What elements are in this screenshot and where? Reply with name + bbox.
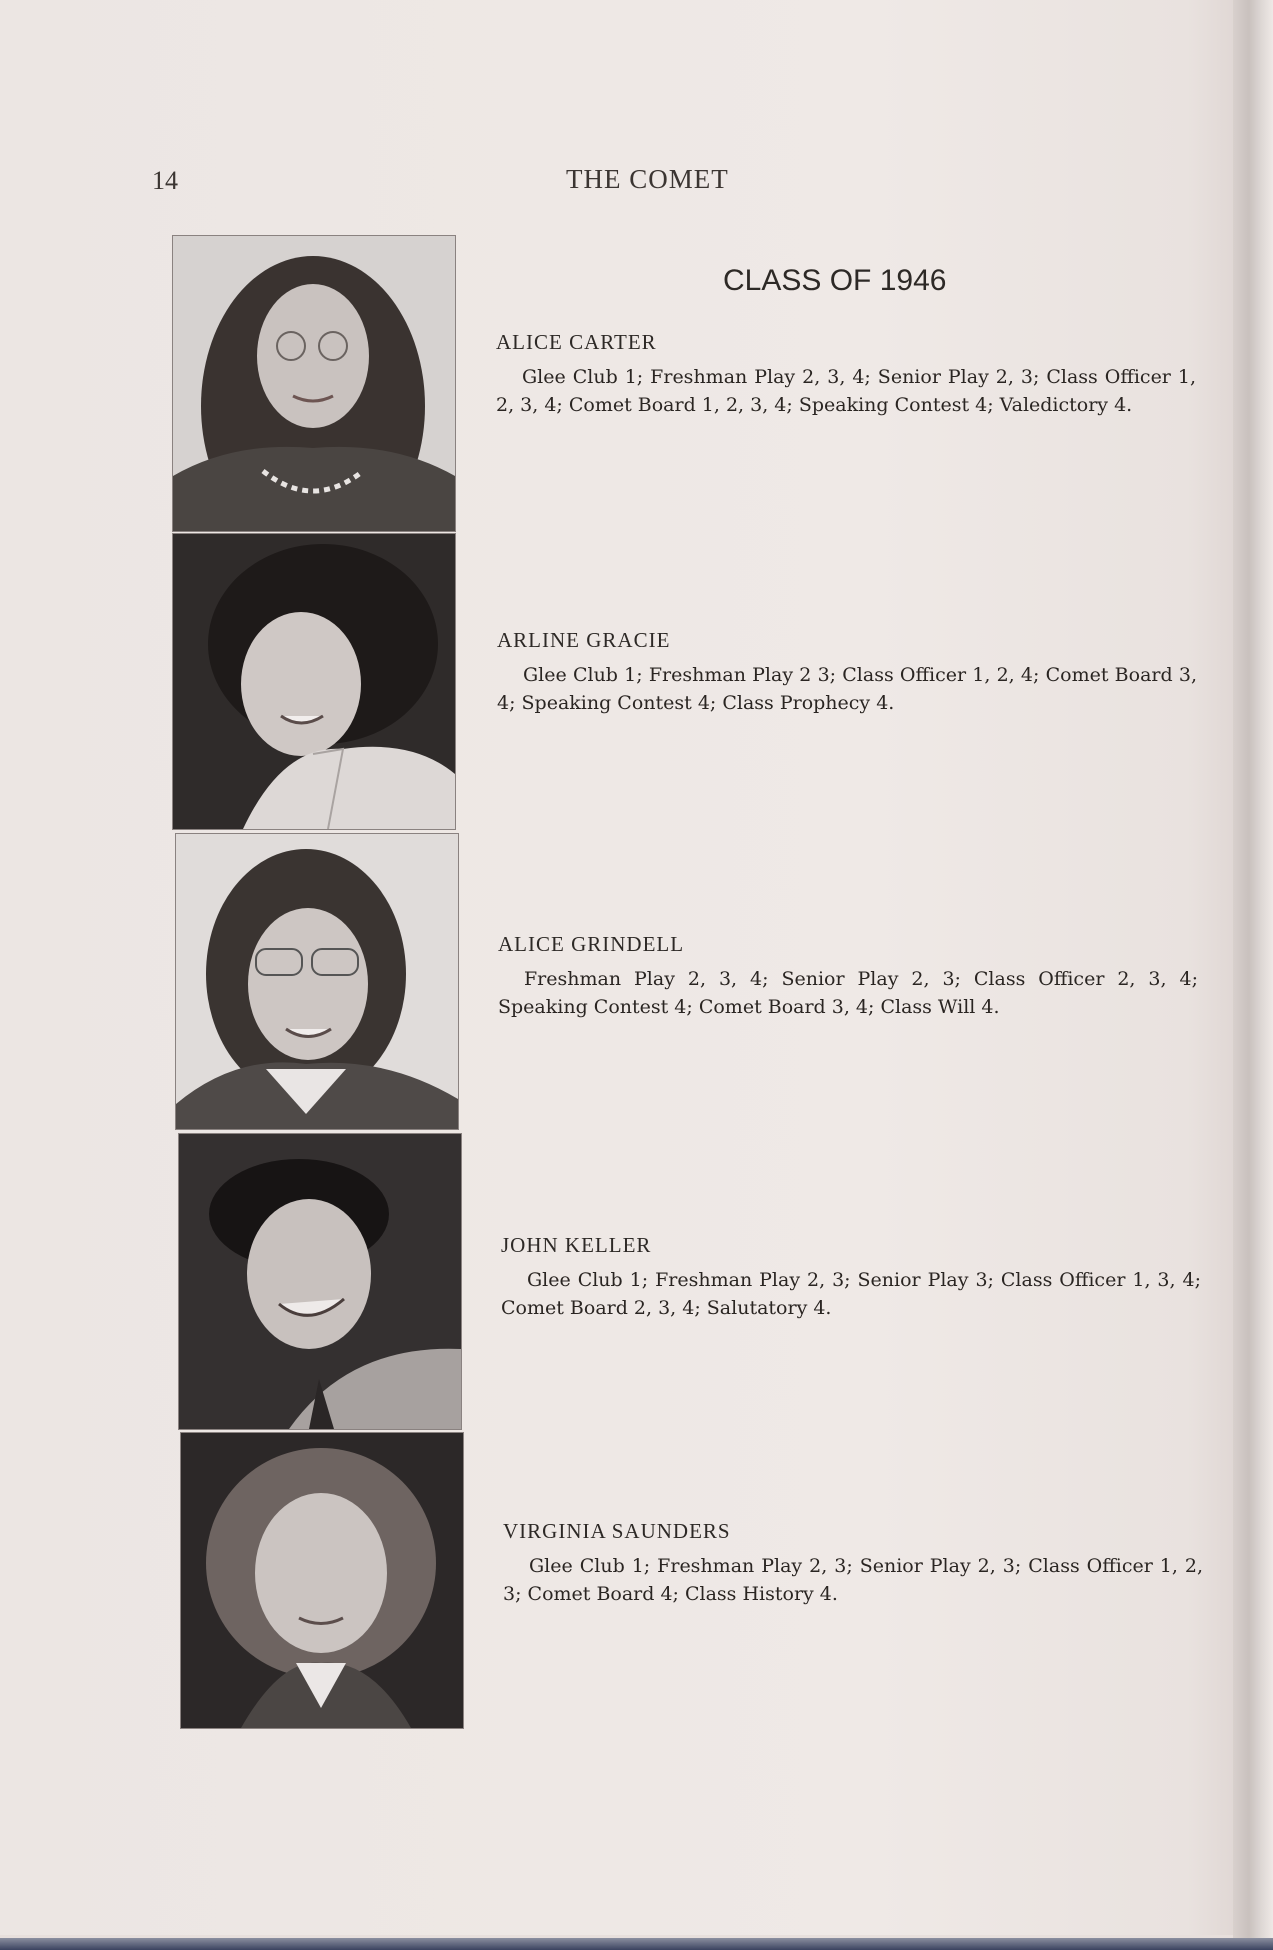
page-bottom-edge bbox=[0, 1938, 1273, 1950]
senior-portrait bbox=[172, 533, 456, 830]
senior-portrait bbox=[172, 235, 456, 532]
senior-activities: Glee Club 1; Freshman Play 2 3; Class Officer 1, 2, 4; Comet Board 3, 4; Speaking Contest 4; Class Prophecy 4. bbox=[497, 664, 1197, 714]
senior-name: ARLINE GRACIE bbox=[497, 628, 671, 652]
class-heading: CLASS OF 1946 bbox=[723, 264, 947, 297]
senior-name: JOHN KELLER bbox=[501, 1233, 652, 1257]
senior-name: ALICE CARTER bbox=[496, 330, 657, 354]
senior-entry bbox=[501, 1233, 1201, 1322]
senior-entry bbox=[498, 932, 1198, 1021]
senior-name: VIRGINIA SAUNDERS bbox=[503, 1519, 731, 1543]
page-number: 14 bbox=[152, 166, 178, 195]
senior-activities: Glee Club 1; Freshman Play 2, 3; Senior Play 2, 3; Class Officer 1, 2, 3; Comet Board 4; Class History 4. bbox=[503, 1555, 1203, 1605]
senior-portrait bbox=[178, 1133, 462, 1430]
senior-activities: Glee Club 1; Freshman Play 2, 3, 4; Senior Play 2, 3; Class Officer 1, 2, 3, 4; Comet Board 1, 2, 3, 4; Speaking Contest 4; Valedictory 4. bbox=[496, 366, 1196, 416]
senior-entry bbox=[497, 628, 1197, 717]
senior-activities: Glee Club 1; Freshman Play 2, 3; Senior Play 3; Class Officer 1, 3, 4; Comet Board 2, 3, 4; Salutatory 4. bbox=[501, 1269, 1201, 1319]
senior-name: ALICE GRINDELL bbox=[498, 932, 685, 956]
senior-entry bbox=[496, 330, 1196, 419]
senior-activities: Freshman Play 2, 3, 4; Senior Play 2, 3; Class Officer 2, 3, 4; Speaking Contest 4; Comet Board 3, 4; Class Will 4. bbox=[498, 968, 1198, 1018]
senior-portrait bbox=[175, 833, 459, 1130]
senior-entry bbox=[503, 1519, 1203, 1608]
page-gutter bbox=[1233, 0, 1273, 1950]
running-title: THE COMET bbox=[566, 164, 729, 194]
senior-portrait bbox=[180, 1432, 464, 1729]
